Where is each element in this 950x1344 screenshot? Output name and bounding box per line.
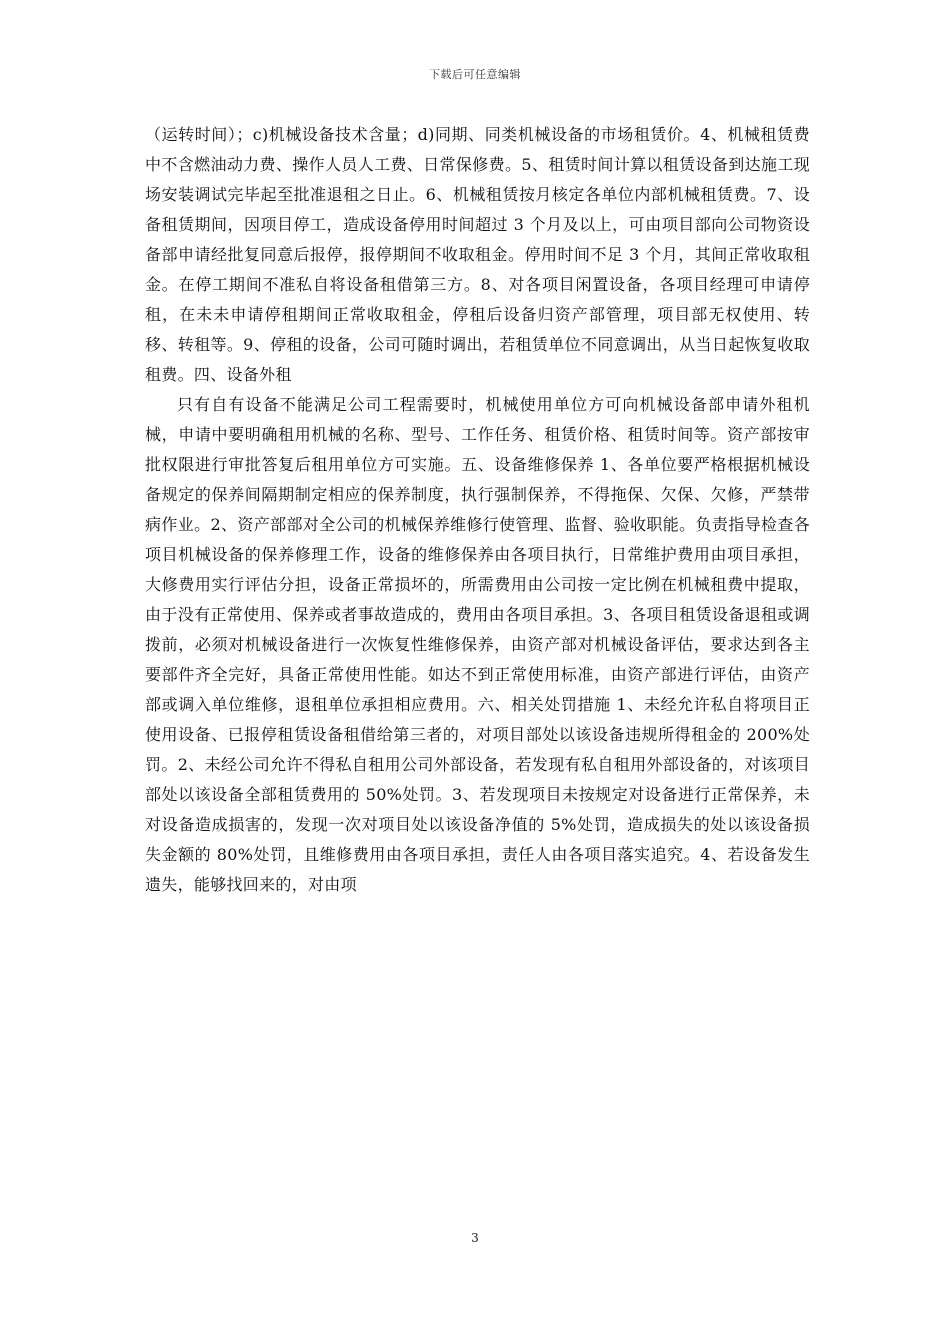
document-body	[145, 120, 810, 900]
paragraph-external-rental-maintenance: 只有自有设备不能满足公司工程需要时，机械使用单位方可向机械设备部申请外租机械，申请中要明确租用机械的名称、型号、工作任务、租赁价格、租赁时间等。资产部按审批权限进行审批答复后租用单位方可实施。五、设备维修保养 1、各单位要严格根据机械设备规定的保养间隔期制定相应的保养制度，执行强制保养，不得拖保、欠保、欠修，严禁带病作业。2、资产部部对全公司的机械保养维修行使管理、监督、验收职能。负责指导检查各项目机械设备的保养修理工作，设备的维修保养由各项目执行，日常维护费用由项目承担，大修费用实行评估分担，设备正常损坏的，所需费用由公司按一定比例在机械租费中提取，由于没有正常使用、保养或者事故造成的，费用由各项目承担。3、各项目租赁设备退租或调拨前，必须对机械设备进行一次恢复性维修保养，由资产部对机械设备评估，要求达到各主要部件齐全完好，具备正常使用性能。如达不到正常使用标准，由资产部进行评估，由资产部或调入单位维修，退租单位承担相应费用。六、相关处罚措施 1、未经允许私自将项目正使用设备、已报停租赁设备租借给第三者的，对项目部处以该设备违规所得租金的 200%处罚。2、未经公司允许不得私自租用公司外部设备，若发现有私自租用外部设备的，对该项目部处以该设备全部租赁费用的 50%处罚。3、若发现项目未按规定对设备进行正常保养，未对设备造成损害的，发现一次对项目处以该设备净值的 5%处罚，造成损失的处以该设备损失金额的 80%处罚，且维修费用由各项目承担，责任人由各项目落实追究。4、若设备发生遗失，能够找回来的，对由项	[145, 395, 810, 894]
paragraph-rental-terms: （运转时间）；c)机械设备技术含量；d)同期、同类机械设备的市场租赁价。4、机械租赁费中不含燃油动力费、操作人员人工费、日常保修费。5、租赁时间计算以租赁设备到达施工现场安装调试完毕起至批准退租之日止。6、机械租赁按月核定各单位内部机械租赁费。7、设备租赁期间，因项目停工，造成设备停用时间超过 3 个月及以上，可由项目部向公司物资设备部申请经批复同意后报停，报停期间不收取租金。停用时间不足 3 个月，其间正常收取租金。在停工期间不准私自将设备租借第三方。8、对各项目闲置设备，各项目经理可申请停租，在未未申请停租期间正常收取租金，停租后设备归资产部管理，项目部无权使用、转移、转租等。9、停租的设备，公司可随时调出，若租赁单位不同意调出，从当日起恢复收取租费。四、设备外租	[145, 125, 810, 384]
page-header: 下载后可任意编辑	[429, 68, 521, 81]
page-number: 3	[471, 1231, 479, 1245]
